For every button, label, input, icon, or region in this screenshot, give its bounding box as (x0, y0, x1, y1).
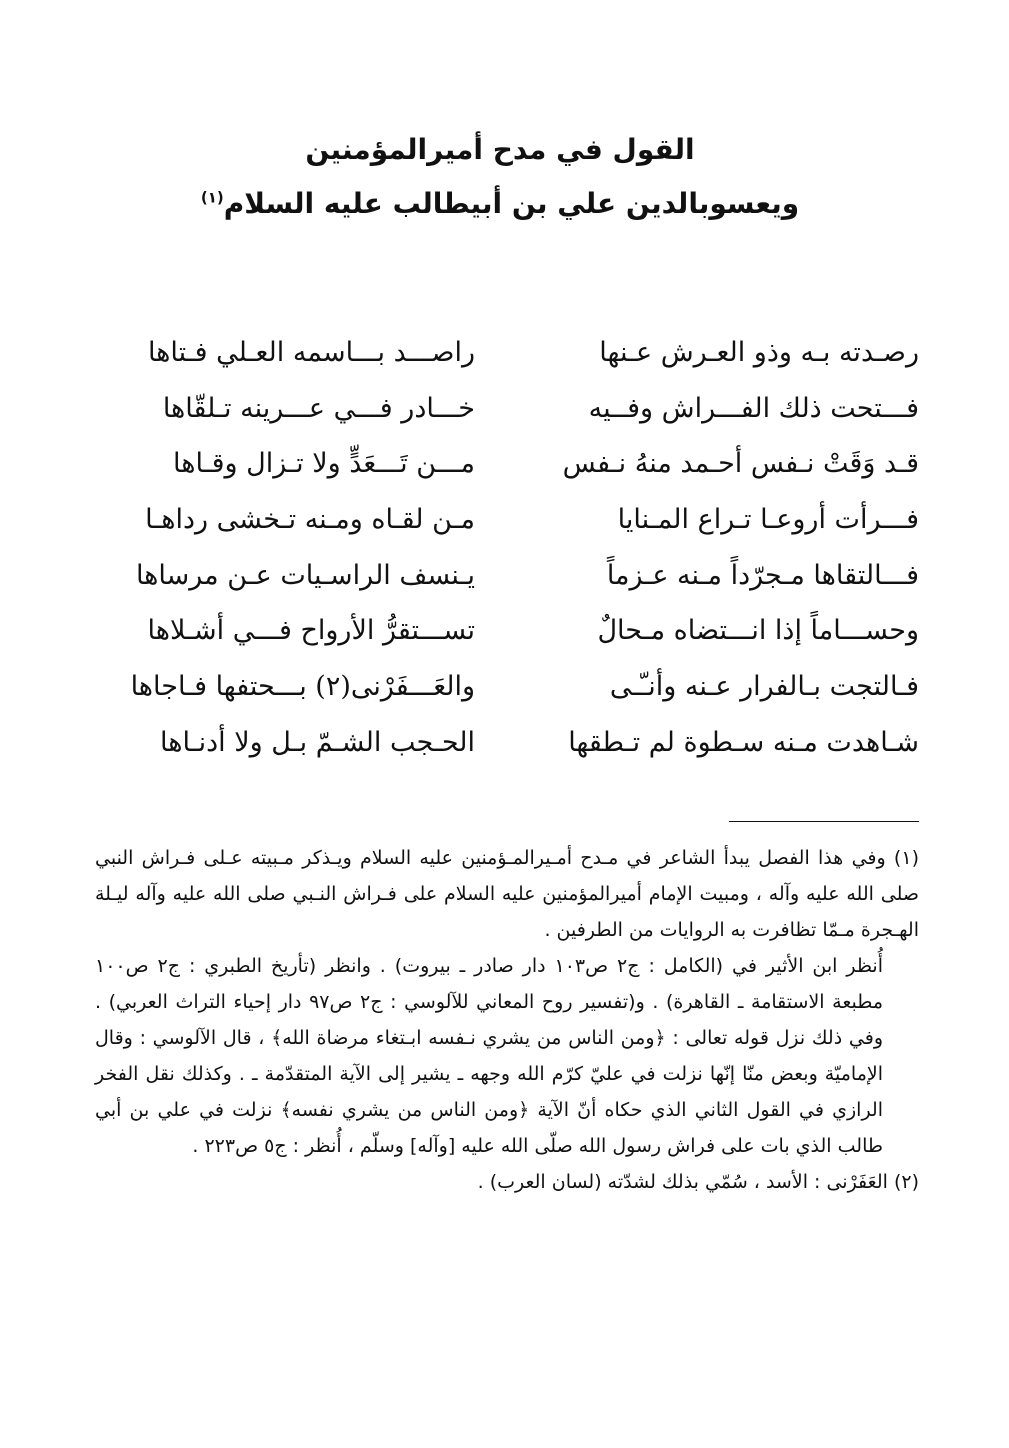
verse-7-right: فـالتجت بـالفرار عـنه وأنـّـى (609, 671, 919, 702)
page-title: القول في مدح أميرالمؤمنين (305, 133, 695, 166)
footnote-1: (١) وفي هذا الفصل يبدأ الشاعر في مـدح أمـيرالمـؤمنين عليه السلام ويـذكر مـبيته عـلى فـراش النبي صلى الله عليه وآله ، ومبيت الإمام أميرالمؤمنين عليه السلام على فـراش النـبي صلى الله عليه وآله ليـلة الهـجرة مـمّا تظافرت به الروايات من الطرفين . (95, 847, 919, 941)
verse-3-left: مـــن تَـــعَدٍّ ولا تـزال وقـاها (173, 448, 475, 479)
footnote-2: (٢) العَفَرْنى : الأسد ، سُمّي بذلك لشدّته (لسان العرب) . (477, 1171, 919, 1193)
verse-5-right: فـــالتقاها مـجرّداً مـنه عـزماً (606, 560, 919, 591)
verse-1-right: رصـدته بـه وذو العـرش عـنها (599, 337, 919, 368)
verse-8-right: شـاهدت مـنه سـطوة لم تـطقها (568, 727, 919, 758)
verse-5-left: يـنسف الراسـيات عـن مرساها (135, 560, 475, 591)
verse-2-right: فـــتحت ذلك الفـــراش وفــيه (588, 393, 919, 424)
verse-3-right: قـد وَقَتْ نـفس أحـمد منهُ نـفس (562, 448, 919, 479)
footnote-separator (729, 821, 919, 822)
verse-1-left: راصـــد بـــاسمه العـلي فـتاها (147, 337, 475, 368)
verse-6-right: وحســـاماً إذا انـــتضاه مـحالٌ (597, 615, 919, 646)
footnote-marker: (١) (200, 188, 224, 207)
subtitle-text: ويعسوبالدين علي بن أبيطالب عليه السلام (223, 187, 800, 220)
verse-7-left: والعَـــفَرْنى(٢) بـــحتفها فـاجاها (130, 671, 475, 702)
verse-4-left: مـن لقـاه ومـنه تـخشى رداهـا (145, 504, 475, 535)
footnote-1-references: أُنظر ابن الأثير في (الكامل : ج٢ ص١٠٣ دار صادر ـ بيروت) . وانظر (تأريخ الطبري : ج٢ ص١٠٠ مطبعة الاستقامة ـ القاهرة) . و(تفسير روح المعاني للآلوسي : ج٢ ص٩٧ دار إحياء التراث العربي) . وفي ذلك نزل قوله تعالى : ﴿ومن الناس من يشري نـفسه ابـتغاء مرضاة الله﴾ ، قال الآلوسي : وقال الإماميّة وبعض منّا إنّها نزلت في عليّ كرّم الله وجهه ـ يشير إلى الآية المتقدّمة ـ . وكذلك نقل الفخر الرازي في القول الثاني الذي حكاه أنّ الآية ﴿ومن الناس من يشري نفسه﴾ نزلت في علي بن أبي طالب الذي بات على فراش رسول الله صلّى الله عليه [وآله] وسلّم ، أُنظر : ج٥ ص٢٢٣ . (95, 955, 883, 1157)
page-subtitle (200, 187, 800, 220)
verse-4-right: فـــرأت أروعـا تـراع المـنايا (617, 504, 919, 535)
footnotes (95, 840, 919, 1200)
verse-8-left: الحـجب الشـمّ بـل ولا أدنـاها (160, 727, 475, 758)
verse-6-left: تســـتقرُّ الأرواح فـــي أشـلاها (147, 615, 475, 646)
verse-2-left: خـــادر فـــي عـــرينه تـلقّاها (162, 393, 475, 424)
